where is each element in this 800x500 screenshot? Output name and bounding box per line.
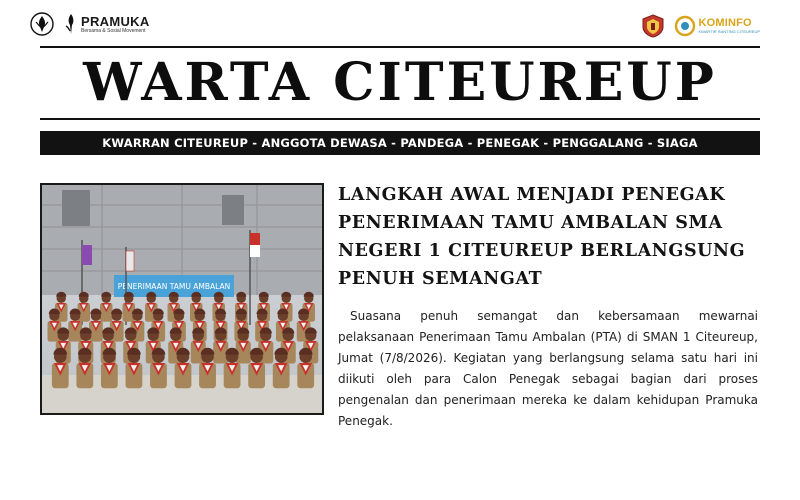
scout-figure [224, 348, 241, 388]
article-body: Suasana penuh semangat dan kebersamaan mewarnai pelaksanaan Penerimaan Tamu Ambalan (PTA) di SMAN 1 Citeureup, Jumat (7/8/2026). Kegiatan yang berlangsung selama satu hari ini diikuti oleh para Calon Penegak sebagai bagian dari proses pengenalan dan penerimaan mereka ke dalam kehidupan Pramuka Penegak. [338, 309, 758, 428]
masthead-top-rule [40, 46, 760, 48]
section-strip: KWARRAN CITEUREUP - ANGGOTA DEWASA - PANDEGA - PENEGAK - PENGGALANG - SIAGA [40, 131, 760, 155]
headline-line: PENERIMAAN TAMU AMBALAN SMA [338, 213, 723, 233]
kwarran-crest-icon [640, 13, 666, 39]
headline-line: NEGERI 1 CITEUREUP BERLANGSUNG [338, 241, 746, 261]
kominfo-logo [674, 15, 760, 37]
scout-figure [150, 348, 167, 388]
scout-figure [76, 348, 93, 388]
pramuka-name: PRAMUKA [81, 13, 150, 29]
article-photo [40, 183, 324, 415]
kominfo-tagline: KWARTIR RANTING CITEUREUP [698, 29, 760, 34]
scout-figure [273, 348, 290, 388]
scout-figure [68, 309, 82, 342]
scout-figure [175, 348, 192, 388]
group-photo-illustration [42, 185, 322, 413]
scout-figure [101, 348, 118, 388]
pramuka-logo [64, 12, 150, 36]
scout-figure [248, 348, 265, 388]
right-logo-group [640, 12, 760, 40]
scout-figure [297, 348, 314, 388]
scout-figure [199, 348, 216, 388]
scout-figure [52, 348, 69, 388]
scout-figure [100, 292, 112, 322]
scout-figure [126, 348, 143, 388]
article-headline [338, 181, 758, 293]
kominfo-logo-icon [674, 15, 696, 37]
masthead-bottom-rule [40, 118, 760, 120]
headline-line: PENUH SEMANGAT [338, 269, 543, 289]
left-logo-group [30, 10, 150, 38]
kominfo-name: KOMINFO [698, 17, 752, 29]
pramuka-tagline: Bersama & Sosial Movement [81, 27, 146, 34]
masthead-title: WARTA CITEUREUP [83, 52, 717, 113]
tunas-kelapa-icon [30, 12, 54, 36]
headline-line: LANGKAH AWAL MENJADI PENEGAK [338, 185, 726, 205]
photo-banner-text: PENERIMAAN TAMU AMBALAN [117, 282, 231, 291]
pramuka-logo-icon [64, 12, 78, 36]
